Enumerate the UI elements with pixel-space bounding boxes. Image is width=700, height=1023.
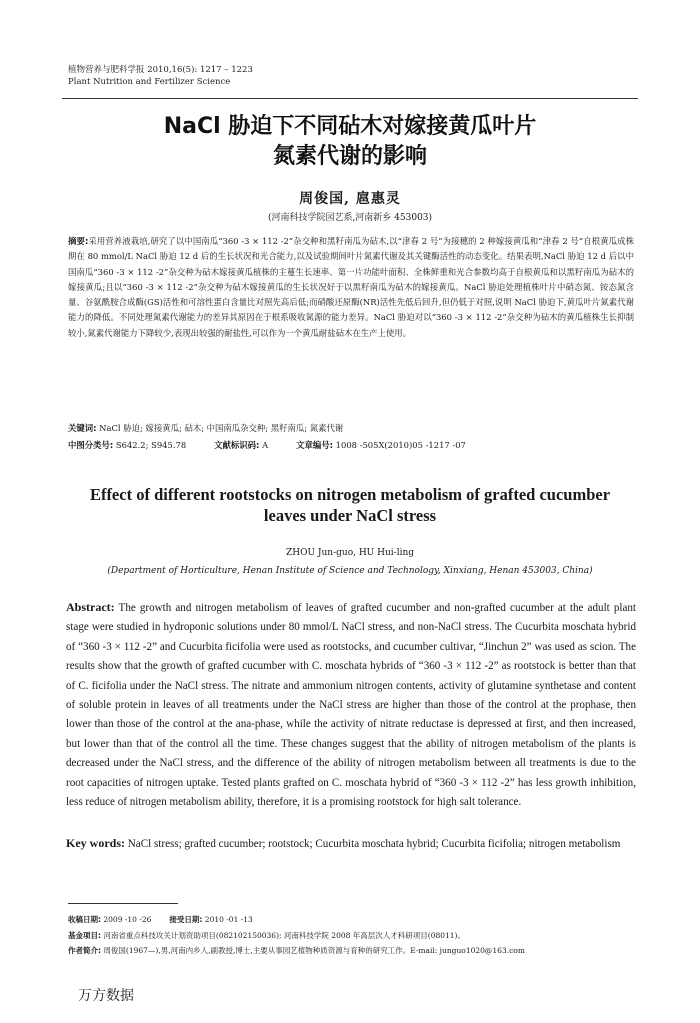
english-affiliation: (Department of Horticulture, Henan Institute of Science and Technology, Xinxiang, Henan 453003, China)	[107, 566, 593, 576]
journal-line-cn: 植物营养与肥料学报 2010,16(5): 1217 – 1223	[68, 65, 253, 75]
chinese-abstract-label: 摘要:	[68, 236, 89, 246]
accepted-value: 2010 -01 -13	[204, 915, 253, 924]
author-bio-label: 作者简介:	[68, 946, 101, 955]
chinese-title-line-1: NaCl 胁迫下不同砧木对嫁接黄瓜叶片	[163, 114, 537, 139]
chinese-keywords-text: NaCl 胁迫; 嫁接黄瓜; 砧木; 中国南瓜杂交种; 黑籽南瓜; 氮素代谢	[99, 423, 344, 433]
chinese-abstract-text: 采用营养液栽培,研究了以中国南瓜“360 -3 × 112 -2”杂交种和黑籽南瓜为砧木,以“津春 2 号”为接穗的 2 种嫁接黄瓜和“津春 2 号”自根黄瓜成株期在 80 mmol/L NaCl 胁迫 12 d 后的生长状况和光合能力,以及试验期间叶片氮素代谢及其关键酶活性的动态变化。结果表明,NaCl 胁迫 12 d 后以中国南瓜“360 -3 × 112 -2”杂交种为砧木嫁接黄瓜植株的主蔓生长速率、第一片功能叶面积、全株鲜重和光合参数均高于自根黄瓜和以黑籽南瓜为砧木的嫁接黄瓜;且以“360 -3 × 112 -2”杂交种为砧木嫁接黄瓜的生长状况好于以黑籽南瓜为砧木的嫁接黄瓜。NaCl 胁迫处理植株叶片中硝态氮、铵态氮含量、谷氨酰胺合成酶(GS)活性和可溶性蛋白含量比对照先高后低;而硝酸还原酶(NR)活性先低后回升,但仍低于对照,说明 NaCl 胁迫下,黄瓜叶片氮素代谢能力的降低。不同处理氮素代谢能力的差异其原因在于根系吸收氮源的能力差异。NaCl 胁迫对以“360 -3 × 112 -2”杂交种为砧木的黄瓜植株生长抑制较小,氮素代谢能力下降较少,表现出较强的耐盐性,可以作为一个黄瓜耐盐砧木在生产上使用。	[68, 236, 634, 338]
accepted-label: 接受日期:	[169, 915, 203, 924]
english-abstract-label: Abstract:	[66, 600, 115, 614]
english-authors: ZHOU Jun-guo, HU Hui-ling	[285, 548, 415, 558]
english-title-line-1: Effect of different rootstocks on nitrogen metabolism of grafted cucumber	[89, 485, 611, 504]
author-bio-value: 周俊国(1967—),男,河南内乡人,副教授,博士,主要从事园艺植物种质资源与育种的研究工作。E-mail: junguo1020@163.com	[103, 946, 525, 955]
doc-code-label: 文献标识码:	[214, 440, 260, 450]
english-keywords-text: NaCl stress; grafted cucumber; rootstock; Cucurbita moschata hybrid; Cucurbita ficifolia; nitrogen metabolism	[127, 838, 621, 850]
english-title	[70, 484, 630, 526]
chinese-keywords	[68, 421, 634, 436]
funding-label: 基金项目:	[68, 930, 101, 940]
footnotes	[68, 912, 638, 959]
footnote-divider	[68, 903, 178, 904]
journal-header	[68, 64, 253, 88]
chinese-title-line-2: 氮素代谢的影响	[272, 144, 427, 169]
clc-value: S642.2; S945.78	[115, 440, 187, 450]
funding-value: 河南省重点科技攻关计划资助项目(082102150036); 河南科技学院 2008 年高层次人才科研项目(08011)。	[103, 930, 465, 940]
chinese-title	[60, 112, 640, 172]
chinese-affiliation: (河南科技学院园艺系,河南新乡 453003)	[267, 213, 433, 223]
clc-label: 中图分类号:	[68, 440, 114, 450]
footnote-author-bio	[68, 943, 638, 959]
english-abstract-text: The growth and nitrogen metabolism of leaves of grafted cucumber and non-grafted cucumber at the adult plant stage were studied in hydroponic solutions under 80 mmol/L NaCl stress, and non-NaCl stress. The Cucurbita moschata hybrid of “360 -3 × 112 -2” and Cucurbita ficifolia were used as rootstocks, and cucumber cultivar, “Jinchun 2” was used as scion. The results show that the growth of grafted cucumber with C. moschata hybrids of “360 -3 × 112 -2” as rootstock is better than that of C. ficifolia under the NaCl stress. The nitrate and ammonium nitrogen contents, activity of glutamine synthetase and content of soluble protein in leaves of all treatments under the NaCl stress are higher than those of the control at the prophase, then lower than those of the control at the ana-phase, while the activity of nitrate reductase is depressed at first, and then increased, but lower than that of the control all the time. These changes suggest that the ability of nitrogen metabolism of the plants is decreased under the NaCl stress, and the difference of the ability of nitrogen metabolism between all treatments is due to the root capacities of nitrogen uptake. Tested plants grafted on C. moschata hybrid of “360 -3 × 112 -2” has less growth inhibition, less reduce of nitrogen metabolism ability, therefore, it is a promising rootstock for high salt tolerance.	[66, 602, 637, 809]
english-keywords	[66, 834, 636, 854]
watermark: 万方数据	[78, 988, 134, 1004]
received-value: 2009 -10 -26	[103, 915, 152, 924]
english-keywords-label: Key words:	[66, 836, 125, 850]
article-no-label: 文章编号:	[296, 440, 333, 450]
chinese-abstract	[68, 234, 634, 341]
header-divider	[62, 98, 638, 99]
english-title-line-2: leaves under NaCl stress	[263, 506, 437, 525]
article-no-value: 1008 -505X(2010)05 -1217 -07	[335, 440, 466, 450]
journal-line-en: Plant Nutrition and Fertilizer Science	[68, 77, 231, 87]
classification-codes	[68, 438, 634, 453]
received-label: 收稿日期:	[68, 915, 101, 924]
doc-code-value: A	[262, 440, 269, 450]
english-abstract	[66, 598, 636, 812]
footnote-funding	[68, 928, 638, 944]
footnote-dates	[68, 912, 638, 928]
chinese-keywords-label: 关键词:	[68, 423, 97, 433]
chinese-authors: 周俊国, 扈惠灵	[299, 191, 401, 207]
